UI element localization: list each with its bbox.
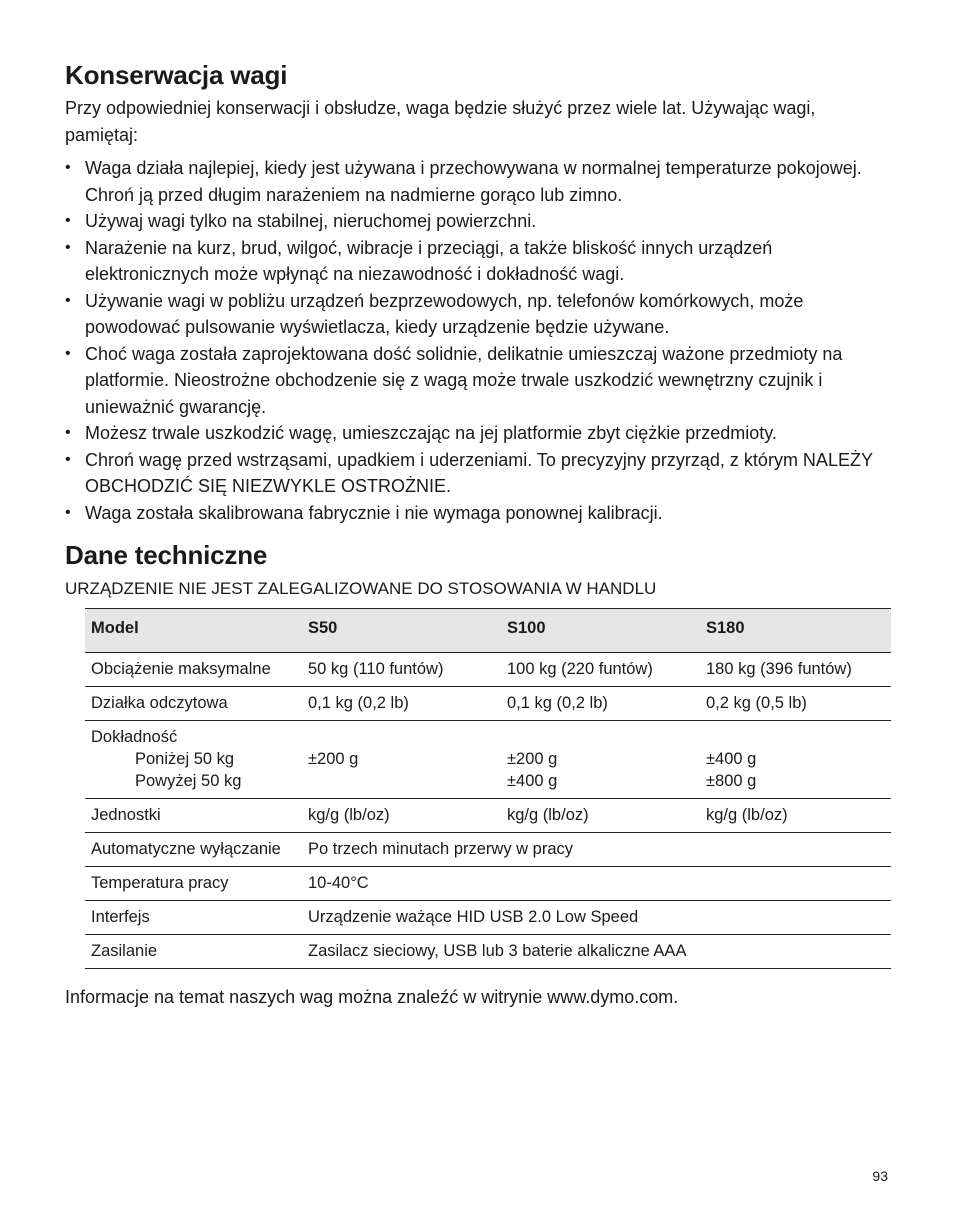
cell-value: 0,2 kg (0,5 lb) xyxy=(700,687,891,721)
table-row xyxy=(85,833,891,867)
specs-heading: Dane techniczne xyxy=(65,540,268,570)
header-model: Model xyxy=(85,609,302,653)
list-item: • Używanie wagi w pobliżu urządzeń bezprzewodowych, np. telefonów komórkowych, może powodować pulsowanie wyświetlacza, kiedy urządzenie będzie używane. xyxy=(65,288,891,341)
maintenance-heading: Konserwacja wagi xyxy=(65,60,288,90)
cell-value: ±200 g xyxy=(308,750,359,768)
cell-value: 0,1 kg (0,2 lb) xyxy=(302,687,501,721)
cell-value: Zasilacz sieciowy, USB lub 3 baterie alkaliczne AAA xyxy=(302,935,891,969)
list-item: • Waga została skalibrowana fabrycznie i nie wymaga ponownej kalibracji. xyxy=(65,500,891,527)
maintenance-intro: Przy odpowiedniej konserwacji i obsłudze, waga będzie służyć przez wiele lat. Używając wagi, pamiętaj: xyxy=(65,98,816,145)
table-row xyxy=(85,799,891,833)
cell-value: Po trzech minutach przerwy w pracy xyxy=(302,833,891,867)
sub-label-above: Powyżej 50 kg xyxy=(135,772,242,790)
cell-value: ±400 g xyxy=(507,772,558,790)
bullet-icon: • xyxy=(65,291,71,309)
row-label: Jednostki xyxy=(85,799,302,833)
row-label: Automatyczne wyłączanie xyxy=(85,833,302,867)
cell-value: 50 kg (110 funtów) xyxy=(302,653,501,687)
cell-accuracy-s100 xyxy=(501,721,700,799)
table-header-row xyxy=(85,609,891,653)
bullet-icon: • xyxy=(65,344,71,362)
cell-value: Urządzenie ważące HID USB 2.0 Low Speed xyxy=(302,901,891,935)
table-row xyxy=(85,721,891,799)
header-s180: S180 xyxy=(700,609,891,653)
list-item: • Możesz trwale uszkodzić wagę, umieszczając na jej platformie zbyt ciężkie przedmioty. xyxy=(65,420,891,447)
cell-value: ±800 g xyxy=(706,772,757,790)
cell-accuracy-s180 xyxy=(700,721,891,799)
cell-value: kg/g (lb/oz) xyxy=(700,799,891,833)
footer-note: Informacje na temat naszych wag można znaleźć w witrynie www.dymo.com. xyxy=(65,987,679,1007)
cell-value: kg/g (lb/oz) xyxy=(302,799,501,833)
cell-value: 100 kg (220 funtów) xyxy=(501,653,700,687)
page-content xyxy=(65,58,891,1028)
cell-value: 10-40°C xyxy=(302,867,891,901)
header-s100: S100 xyxy=(501,609,700,653)
table-row xyxy=(85,867,891,901)
bullet-icon: • xyxy=(65,424,71,441)
table-row xyxy=(85,653,891,687)
cell-value: ±400 g xyxy=(706,750,757,768)
table-row xyxy=(85,901,891,935)
row-label: Zasilanie xyxy=(85,935,302,969)
list-item: • Używaj wagi tylko na stabilnej, nieruchomej powierzchni. xyxy=(65,208,891,235)
row-label: Obciążenie maksymalne xyxy=(85,653,302,687)
specs-table xyxy=(85,608,891,969)
cell-value: kg/g (lb/oz) xyxy=(501,799,700,833)
cell-value: 180 kg (396 funtów) xyxy=(700,653,891,687)
header-s50: S50 xyxy=(302,609,501,653)
maintenance-list xyxy=(65,155,891,526)
bullet-icon: • xyxy=(65,159,71,176)
row-label: Temperatura pracy xyxy=(85,867,302,901)
row-label: Działka odczytowa xyxy=(85,687,302,721)
bullet-icon: • xyxy=(65,238,71,256)
row-label: Interfejs xyxy=(85,901,302,935)
table-row xyxy=(85,935,891,969)
specs-notice: URZĄDZENIE NIE JEST ZALEGALIZOWANE DO STOSOWANIA W HANDLU xyxy=(65,579,657,598)
list-item: • Narażenie na kurz, brud, wilgoć, wibracje i przeciągi, a także bliskość innych urządzeń elektronicznych może wpłynąć na niezawodność i dokładność wagi. xyxy=(65,235,891,288)
page-number: 93 xyxy=(872,1168,888,1184)
list-item: • Chroń wagę przed wstrząsami, upadkiem i uderzeniami. To precyzyjny przyrząd, z którym NALEŻY OBCHODZIĆ SIĘ NIEZWYKLE OSTROŻNIE. xyxy=(65,447,891,500)
table-row xyxy=(85,687,891,721)
sub-label-below: Poniżej 50 kg xyxy=(135,750,235,768)
cell-value: ±200 g xyxy=(507,750,558,768)
row-label-accuracy xyxy=(85,721,302,799)
row-label: Dokładność xyxy=(91,728,178,746)
list-item: • Waga działa najlepiej, kiedy jest używana i przechowywana w normalnej temperaturze pokojowej. Chroń ją przed długim narażeniem na nadmierne gorąco lub zimno. xyxy=(65,155,891,208)
cell-accuracy-s50 xyxy=(302,721,501,799)
bullet-icon: • xyxy=(65,212,71,229)
cell-value: 0,1 kg (0,2 lb) xyxy=(501,687,700,721)
list-item: • Choć waga została zaprojektowana dość solidnie, delikatnie umieszczaj ważone przedmioty na platformie. Nieostrożne obchodzenie się z wagą może trwale uszkodzić wewnętrzny czujnik i unieważnić gwarancję. xyxy=(65,341,891,421)
bullet-icon: • xyxy=(65,503,71,521)
bullet-icon: • xyxy=(65,450,71,468)
